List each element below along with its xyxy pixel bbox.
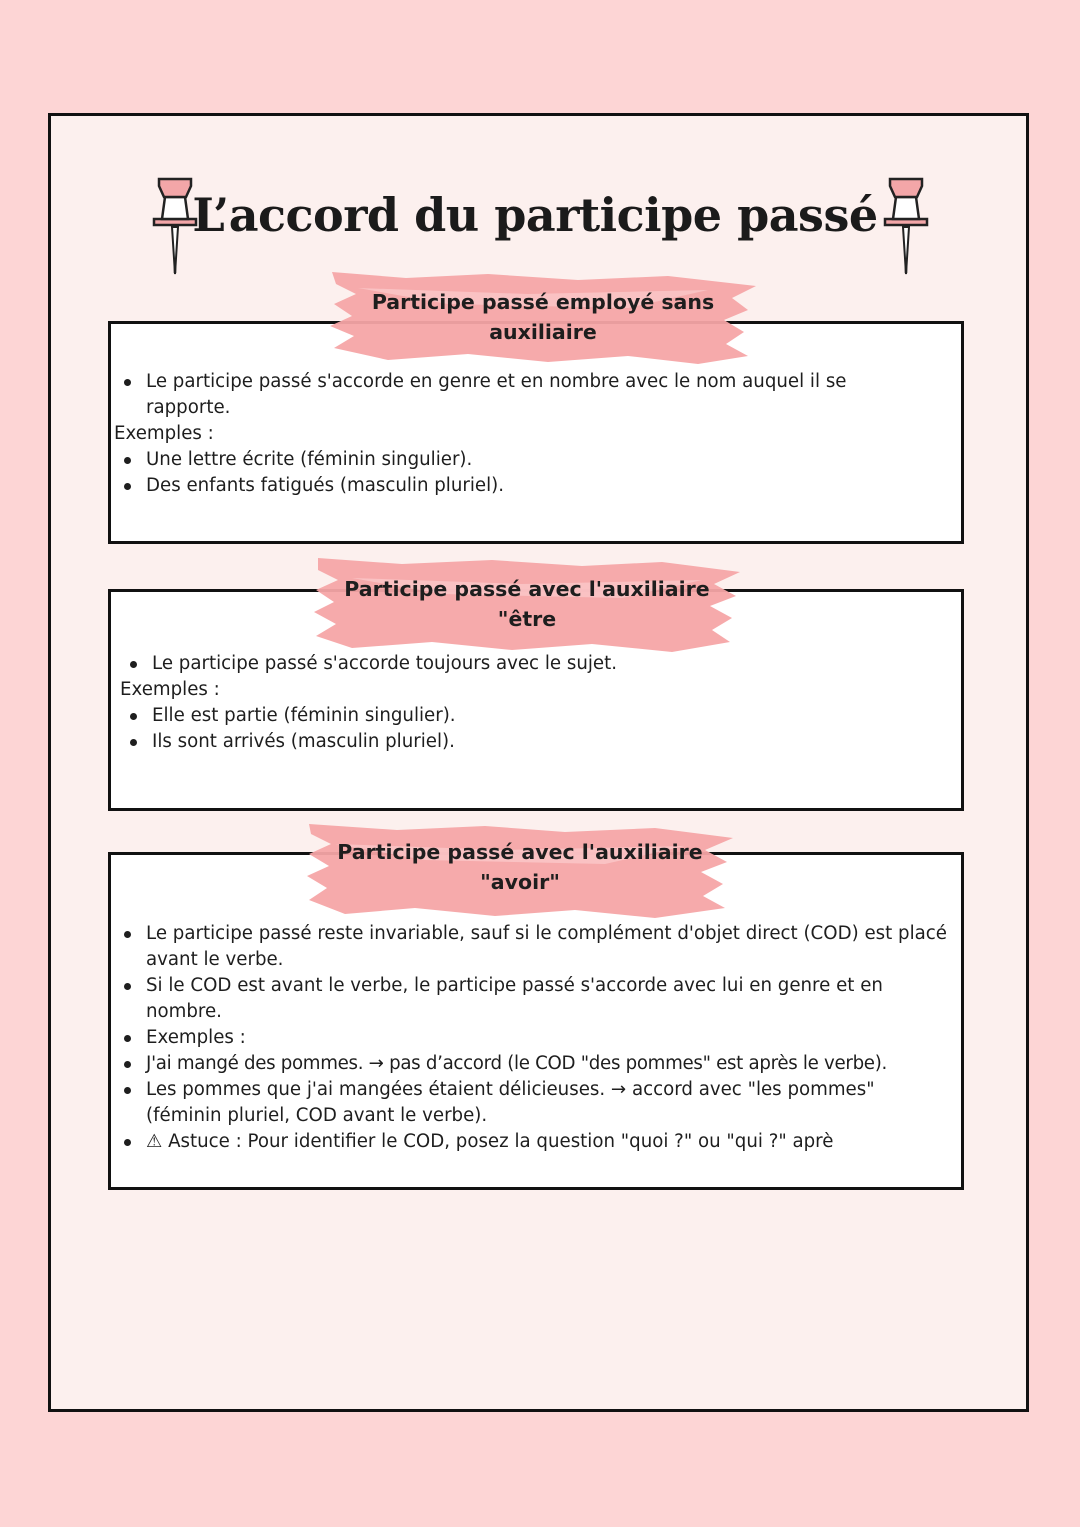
section-heading-banner (328, 268, 758, 368)
page-title: L’accord du participe passé (192, 188, 878, 242)
section-heading-line1: Participe passé employé sans (371, 290, 715, 314)
section-heading-line1: Participe passé avec l'auxiliaire (337, 840, 703, 864)
section-heading-line2: auxiliaire (489, 320, 597, 344)
section-heading-line2: "avoir" (480, 870, 560, 894)
list-item: Le participe passé s'accorde toujours avec le sujet. (120, 651, 920, 677)
list-item: Le participe passé reste invariable, sauf si le complément d'objet direct (COD) est placé avant le verbe. (114, 921, 949, 973)
list-item: ⚠ Astuce : Pour identifier le COD, posez la question "quoi ?" ou "qui ?" aprè (114, 1129, 949, 1155)
section-heading-line1: Participe passé avec l'auxiliaire (344, 577, 710, 601)
list-item: J'ai mangé des pommes. → pas d’accord (le COD "des pommes" est après le verbe). (114, 1051, 949, 1077)
list-item: Les pommes que j'ai mangées étaient délicieuses. → accord avec "les pommes" (féminin pluriel, COD avant le verbe). (114, 1077, 949, 1129)
list-item: Une lettre écrite (féminin singulier). (114, 447, 914, 473)
list-item: Exemples : (114, 423, 214, 444)
list-item: Ils sont arrivés (masculin pluriel). (120, 729, 920, 755)
list-item: Des enfants fatigués (masculin pluriel). (114, 473, 914, 499)
section-content (114, 921, 949, 1155)
section-content (120, 651, 920, 755)
list-item: Le participe passé s'accorde en genre et en nombre avec le nom auquel il se rapporte. (114, 369, 914, 421)
list-item: Si le COD est avant le verbe, le participe passé s'accorde avec lui en genre et en nombre. (114, 973, 949, 1025)
section-heading-banner (312, 556, 742, 656)
list-item: Elle est partie (féminin singulier). (120, 703, 920, 729)
section-content (114, 369, 914, 499)
section-heading-banner (305, 822, 735, 920)
list-item: Exemples : (114, 1025, 949, 1051)
list-item: Exemples : (120, 679, 220, 700)
section-heading-line2: "être (497, 607, 557, 631)
